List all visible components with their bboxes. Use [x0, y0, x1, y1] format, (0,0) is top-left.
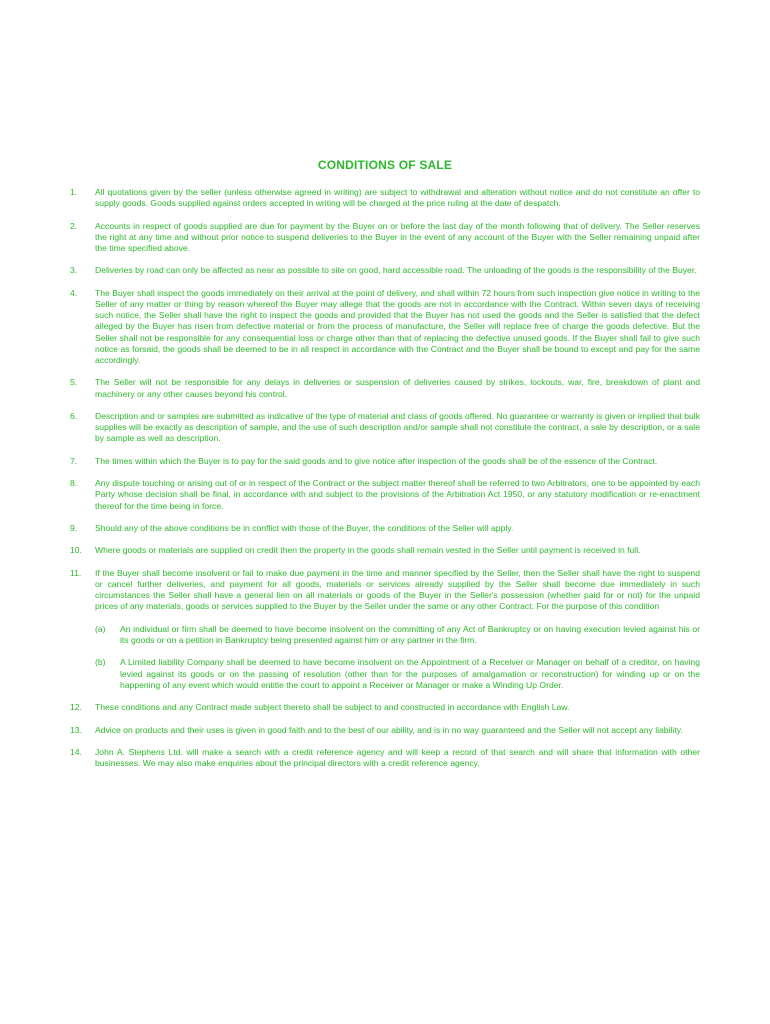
- condition-number: 2.: [70, 220, 78, 231]
- subclause-label: (b): [95, 657, 106, 668]
- condition-text: Description and or samples are submitted as indicative of the type of material and class of goods offered. No guarantee or warranty is given or implied that bulk supplies will be exactly as description of sample, and the use of such description and/or sample shall not constitute the contract, a sale by description, or a sale by sample as well as description.: [95, 410, 700, 444]
- condition-number: 5.: [70, 377, 78, 388]
- condition-number: 4.: [70, 287, 78, 298]
- condition-text: These conditions and any Contract made subject thereto shall be subject to and constructed in accordance with English Law.: [95, 702, 570, 713]
- document-title: CONDITIONS OF SALE: [317, 158, 453, 172]
- condition-text: Accounts in respect of goods supplied are due for payment by the Buyer on or before the last day of the month following that of delivery. The Seller reserves the right at any time and without prior notice to suspend deliveries to the Buyer in the event of any account of the Buyer with the Seller remaining unpaid after the time specified above.: [95, 220, 700, 253]
- condition-8: [70, 478, 700, 512]
- condition-text: The Buyer shall inspect the goods immediately on their arrival at the point of delivery, and shall within 72 hours from such inspection give notice in writing to the Seller of any matter or thing by reason whereof the Buyer may allege that the goods are not in accordance with the Contract. Within seven days of receiving such notice, the Seller shall have the right to inspect the goods and provided that the Buyer has not used the goods and the Seller is satisfied that the defect alleged by the Buyer has risen from defective material or from the process of manufacture, the Seller will replace free of charge the goods defective. But the Seller shall not be responsible for any consequential loss or charge other than that of replacing the defective unused goods. If the Buyer shall fail to give such notice as forsaid, the goods shall be deemed to be in all respect in accordance with the Contract and the Buyer shall be bound to except and pay for the same accordingly.: [95, 287, 700, 365]
- condition-number: 7.: [70, 455, 78, 466]
- condition-text: Advice on products and their uses is given in good faith and to the best of our ability, and is in no way guaranteed and the Seller will not accept any liability.: [95, 724, 683, 735]
- condition-body: [95, 568, 700, 691]
- condition-text: The Seller will not be responsible for any delays in deliveries or suspension of deliveries caused by strikes, lockouts, war, fire, breakdown of plant and machinery or any other causes beyond his control.: [95, 377, 700, 399]
- condition-2: [70, 221, 700, 255]
- condition-11: [70, 568, 700, 691]
- condition-5: [70, 377, 700, 399]
- condition-number: 14.: [70, 746, 82, 757]
- condition-text: All quotations given by the seller (unless otherwise agreed in writing) are subject to withdrawal and alteration without notice and do not constitute an offer to supply goods. Goods supplied against orders accepted in writing will be charged at the price ruling at the date of despatch.: [95, 187, 700, 209]
- condition-number: 8.: [70, 478, 78, 489]
- subclause-text: A Limited liability Company shall be deemed to have become insolvent on the Appointment of a Receiver or Manager on behalf of a creditor, on having levied against its goods or on the passing of resolution (other than for the purposes of amalgamation or reconstruction) for winding up or on the happening of any event which would entitle the court to appoint a Receiver or Manager or make a Winding Up Order.: [120, 657, 700, 690]
- conditions-list: [70, 187, 700, 781]
- subclause-b: [95, 657, 700, 691]
- condition-number: 13.: [70, 724, 82, 735]
- condition-number: 6.: [70, 410, 78, 421]
- condition-text: Should any of the above conditions be in conflict with those of the Buyer, the conditions of the Seller will apply.: [95, 522, 514, 533]
- condition-text: Where goods or materials are supplied on credit then the property in the goods shall remain vested in the Seller until payment is received in full.: [95, 545, 641, 556]
- condition-text: John A. Stephens Ltd. will make a search with a credit reference agency and will keep a record of that search and will share that information with other businesses. We may also make enquiries about the principal directors with a credit reference agency.: [95, 746, 700, 769]
- condition-3: [70, 265, 700, 276]
- condition-number: 3.: [70, 265, 78, 276]
- condition-text: Deliveries by road can only be affected as near as possible to site on good, hard accessible road. The unloading of the goods is the responsibility of the Buyer.: [95, 265, 697, 276]
- condition-1: [70, 187, 700, 209]
- condition-number: 1.: [70, 187, 78, 197]
- condition-number: 12.: [70, 702, 82, 713]
- condition-number: 11.: [70, 567, 82, 578]
- condition-number: 10.: [70, 545, 82, 556]
- condition-7: [70, 456, 700, 467]
- condition-6: [70, 411, 700, 445]
- condition-9: [70, 523, 700, 534]
- condition-text: The times within which the Buyer is to pay for the said goods and to give notice after inspection of the goods shall be of the essence of the Contract.: [95, 455, 658, 466]
- condition-text: If the Buyer shall become insolvent or fail to make due payment in the time and manner specified by the Seller, then the Seller shall have the right to suspend or cancel further deliveries, and payment for all goods, materials or services already supplied by the Seller shall become due immediately in such circumstances the Seller shall have a general lien on all materials or goods of the Buyer in the Seller's possession (whether paid for or not) for the unpaid prices of any materials, goods or services supplied to the Buyer by the Seller under the same or any other Contract. For the purpose of this condition: [95, 567, 700, 612]
- subclause-text: An individual or firm shall be deemed to have become insolvent on the committing of any Act of Bankruptcy or on having execution levied against his or its goods or on a petition in Bankruptcy being presented against him or any partner in the firm.: [120, 623, 700, 645]
- condition-13: [70, 725, 700, 736]
- subclause-label: (a): [95, 623, 106, 634]
- condition-10: [70, 545, 700, 556]
- condition-4: [70, 288, 700, 366]
- condition-14: [70, 747, 700, 769]
- condition-text: Any dispute touching or arising out of or in respect of the Contract or the subject matter thereof shall be referred to two Arbitrators, one to be appointed by each Party whose decision shall be final, in accordance with and subject to the provisions of the Arbitration Act 1950, or any statutory modification or re-enactment thereof for the time being in force.: [95, 478, 700, 511]
- subclause-a: [95, 624, 700, 646]
- condition-12: [70, 702, 700, 713]
- condition-number: 9.: [70, 522, 78, 533]
